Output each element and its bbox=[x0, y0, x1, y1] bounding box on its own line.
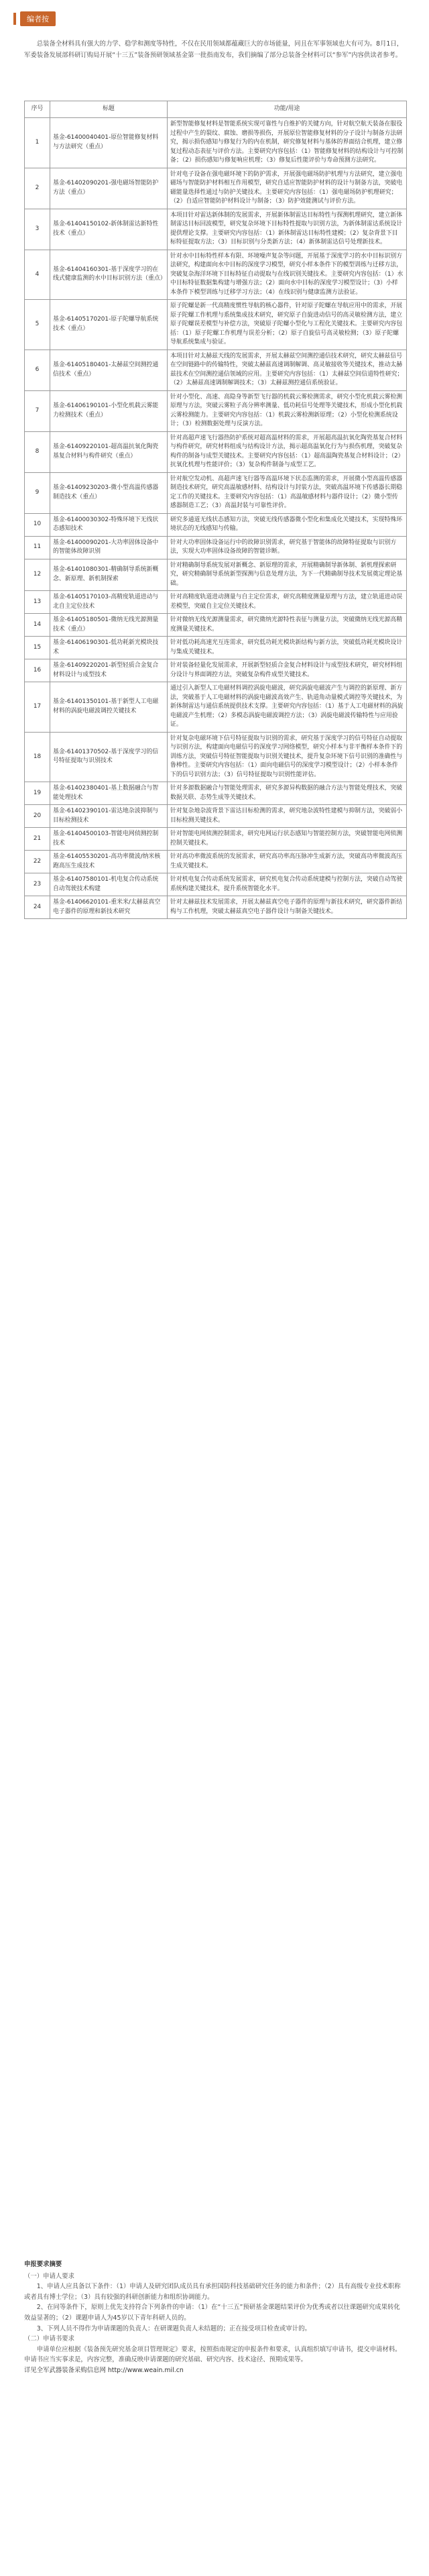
row-requirement: 针对大功率固体设备运行中的故障识别需求，研究基于智能体的故障特征提取与识别方法，实现大功率固体设备故障的智能诊断。 bbox=[168, 536, 407, 559]
row-title: 基金-61409220201-新型轻质合金复合材料设计与成型技术 bbox=[50, 659, 168, 682]
row-seq: 16 bbox=[25, 659, 50, 682]
row-seq: 3 bbox=[25, 209, 50, 250]
row-title: 基金-61405170103-高精度轨道进动与北自主定位技术 bbox=[50, 591, 168, 614]
table-row bbox=[25, 209, 407, 250]
row-title: 基金-61402090201-强电磁场智能防护方法（重点） bbox=[50, 168, 168, 209]
row-requirement: 针对小型化、高速、高隐身等新型飞行器的机载云雾检测需求，研究小型化机载云雾检测原理与方法，突破云雾粒子高分辨率测量、低功耗信号处理等关键技术，形成小型化机载云雾检测能力。主要研究内容包括：（1）机载云雾检测新原理；（2）小型化检测系统设计；（3）检测数据处理与反演方法。 bbox=[168, 390, 407, 431]
row-seq: 22 bbox=[25, 851, 50, 873]
row-requirement: 针对机电复合传动系统发展需求，研究机电复合传动系统建模与控制方法，突破自动驾驶系统构建关键技术，提升系统智能化水平。 bbox=[168, 873, 407, 896]
header-accent-bar bbox=[13, 13, 16, 25]
table-row bbox=[25, 851, 407, 873]
table-row bbox=[25, 168, 407, 209]
table-row bbox=[25, 614, 407, 637]
row-title: 基金-61400090201-大功率固体设备中的智能体故障识别 bbox=[50, 536, 168, 559]
table-row bbox=[25, 559, 407, 591]
row-seq: 17 bbox=[25, 682, 50, 733]
table-row bbox=[25, 118, 407, 168]
table-row bbox=[25, 896, 407, 919]
row-requirement: 针对装备轻量化发展需求，开展新型轻质合金复合材料设计与成型技术研究，研究材料组分设计与界面调控方法，突破复杂构件成型关键技术。 bbox=[168, 659, 407, 682]
row-seq: 6 bbox=[25, 350, 50, 390]
table-row bbox=[25, 472, 407, 513]
row-requirement: 通过引入新型人工电磁材料调控涡旋电磁波，研究涡旋电磁波产生与调控的新原理、新方法，突破基于人工电磁材料的涡旋电磁波高效产生、轨道角动量模式调控等关键技术，为新体制雷达与通信系统提供技术支撑。主要研究内容包括：（1）基于人工电磁材料的涡旋电磁波产生机理；（2）多模态涡旋电磁波调控方法；（3）涡旋电磁波传输特性与应用验证。 bbox=[168, 682, 407, 733]
row-requirement: 针对航空发动机、高超声速飞行器等高温环境下状态监测的需求，开展微小型高温传感器制造技术研究，研究高温敏感材料、结构设计与封装方法，突破高温环境下传感器长期稳定工作的关键技术。主要研究内容包括：（1）高温敏感材料与器件设计；（2）微小型传感器制造工艺；（3）高温封装与可靠性评价。 bbox=[168, 472, 407, 513]
row-title: 基金-61407580101-机电复合传动系统自动驾驶技术构建 bbox=[50, 873, 168, 896]
row-title: 基金-61405180501-微纳无线光源测量技术（重点） bbox=[50, 614, 168, 637]
row-title: 基金-61400030302-特殊环境下无线状态感知技术 bbox=[50, 513, 168, 536]
row-requirement: 针对高功率微波系统的发展需求，研究高功率高压脉冲生成新方法，突破高功率微波高压生成关键技术。 bbox=[168, 851, 407, 873]
row-seq: 13 bbox=[25, 591, 50, 614]
row-requirement: 本项目针对雷达新体制的发展需求，开展新体制雷达目标特性与探测机理研究，建立新体制雷达目标回波模型，研究复杂环境下目标特性提取与识别方法，为新体制雷达系统设计提供理论支撑。主要研究内容包括：（1）新体制雷达目标特性建模；（2）复杂背景下目标特征提取方法；（3）目标识别与分类新方法；（4）新体制雷达信号处理新技术。 bbox=[168, 209, 407, 250]
row-title: 基金-61409230203-微小型高温传感器制造技术（重点） bbox=[50, 472, 168, 513]
row-requirement: 针对水中目标特性样本有限、环境噪声复杂等问题，开展基于深度学习的水中目标识别方法研究，构建面向水中目标的深度学习模型，研究小样本条件下的模型训练与迁移方法，突破复杂海洋环境下目标特征自动提取与在线识别关键技术。主要研究内容包括：（1）水中目标特征数据集构建与增强方法；（2）面向水中目标的深度学习模型设计；（3）小样本条件下模型训练与迁移学习方法；（4）在线识别与健康监测方法验证。 bbox=[168, 250, 407, 300]
row-requirement: 原子陀螺是新一代高精度惯性导航的核心器件，针对原子陀螺在导航应用中的需求，开展原子陀螺工作机理与系统集成技术研究，研究原子自旋进动信号的高灵敏检测方法，建立原子陀螺误差模型与补偿方法，突破原子陀螺小型化与工程化关键技术。主要研究内容包括：（1）原子陀螺工作机理与误差分析；（2）原子自旋信号高灵敏检测；（3）原子陀螺导航系统集成与验证。 bbox=[168, 300, 407, 350]
table-row bbox=[25, 300, 407, 350]
row-title: 基金-61406620101-重米米/太赫兹真空电子器件的原理和新技术研究 bbox=[50, 896, 168, 919]
row-seq: 9 bbox=[25, 472, 50, 513]
row-requirement: 针对复杂地杂波背景下雷达目标检测的需求，研究地杂波特性建模与抑制方法，突破弱小目标检测关键技术。 bbox=[168, 805, 407, 828]
row-requirement: 针对高超声速飞行器热防护系统对超高温材料的需求，开展超高温抗氧化陶瓷基复合材料与构件研究，研究材料组成与结构设计方法，揭示超高温氧化行为与损伤机理，突破复杂构件的制备与成型关键技术。主要研究内容包括：（1）超高温陶瓷基复合材料设计；（2）抗氧化机理与性能评价；（3）复杂构件制备与成型工艺。 bbox=[168, 431, 407, 472]
row-requirement: 针对低功耗高速光互连需求，研究低功耗光模块新结构与新方法，突破低功耗光模块设计与集成关键技术。 bbox=[168, 637, 407, 659]
row-title: 基金-61401350101-基于新型人工电磁材料的涡旋电磁波调控关键技术 bbox=[50, 682, 168, 733]
apply-paragraph-2: 2、在同等条件下，原则上优先支持符合下列条件的申请：（1）在“十三五”预研基金课题结果评价为优秀或者以往课题研究成果转化效益显著的；（2）课题申请人为45岁以下青年科研人员的。 bbox=[24, 2304, 400, 2322]
table-body bbox=[25, 118, 407, 919]
table-row bbox=[25, 805, 407, 828]
row-requirement: 本项目针对太赫兹天线的发展需求，开展太赫兹空间测控通信技术研究，研究太赫兹信号在空间链路中的传输特性，突破太赫兹高速调制解调、高灵敏接收等关键技术，推动太赫兹技术在空间测控通信领域的应用。主要研究内容包括：（1）太赫兹空间信道特性研究；（2）太赫兹高速调制解调技术；（3）太赫兹测控通信系统验证。 bbox=[168, 350, 407, 390]
table-row bbox=[25, 659, 407, 682]
row-title: 基金-61406190101-小型化机载云雾能力检测技术（重点） bbox=[50, 390, 168, 431]
row-title: 基金-61402380401-基上数据融合与智能处理技术 bbox=[50, 782, 168, 805]
intro-paragraph: 总装备全材料具有强大的力学、稳学和测度等特性，不仅在民用领域都蕴藏巨大的市场能量，同且在军事领域也大有可为。8月1日，军委装备发展部科研订购局开展“十三五”装备预研领域基金第一批指南发布，我们摘编了部分总装备全材料可以“参军”内容供读者参考。 bbox=[24, 40, 404, 59]
table-row bbox=[25, 431, 407, 472]
row-title: 基金-61401080301-精确制导系统新概念、新原理、新机制探索 bbox=[50, 559, 168, 591]
row-seq: 10 bbox=[25, 513, 50, 536]
row-seq: 18 bbox=[25, 732, 50, 782]
row-title: 基金-61405530201-高功率微波/纳米核跑高压生成技术 bbox=[50, 851, 168, 873]
row-seq: 2 bbox=[25, 168, 50, 209]
row-requirement: 新型智能修复材料是智能系统实现可靠性与自维护的关键方向，针对航空航天装备在服役过程中产生的裂纹、腐蚀、磨损等损伤，开展原位智能修复材料的分子设计与制备方法研究，揭示损伤感知与修复行为的内在机制，研究修复材料与基体的界面结合机理，建立修复过程动态表征与评价方法。主要研究内容包括：（1）智能修复材料的结构设计与可控制备；（2）损伤感知与修复响应机理；（3）修复后性能评价与寿命预测方法研究。 bbox=[168, 118, 407, 168]
row-seq: 23 bbox=[25, 873, 50, 896]
apply-paragraph-4: 申请单位应根据《装备预先研究基金项目管理规定》要求，按照指南规定的申报条件和要求，认真组织填写申请书，提交申请材料。申请书应当实事求是，内容完整，准确反映申请课题的研究基础、研究内容、技术途径、预期成果等。 bbox=[24, 2345, 402, 2364]
table-row bbox=[25, 682, 407, 733]
row-title: 基金-61402390101-雷达地杂波抑制与目标检测技术 bbox=[50, 805, 168, 828]
table-header-row bbox=[25, 101, 407, 118]
editor-note-header bbox=[13, 12, 56, 25]
row-seq: 12 bbox=[25, 559, 50, 591]
row-title: 基金-61400040401-原位智能修复材料与方法研究（重点） bbox=[50, 118, 168, 168]
row-requirement: 针对电子设备在强电磁环境下的防护需求，开展强电磁场防护机理与方法研究，建立强电磁场与智能防护材料相互作用模型，研究自适应智能防护材料的设计与制备方法，突破电磁能量选择性通过与防护关键技术。主要研究内容包括：（1）强电磁场防护机理研究；（2）自适应智能防护材料设计与制备；（3）防护效能测试与评价方法。 bbox=[168, 168, 407, 209]
row-title: 基金-61406190301-低功耗新光模块技术 bbox=[50, 637, 168, 659]
row-requirement: 针对多源数据融合与智能处理需求，研究多源异构数据的融合方法与智能处理技术，突破数据关联、态势生成等关键技术。 bbox=[168, 782, 407, 805]
row-title: 基金-61405170201-原子陀螺导航系统技术（重点） bbox=[50, 300, 168, 350]
row-seq: 7 bbox=[25, 390, 50, 431]
guide-table bbox=[24, 101, 407, 919]
row-title: 基金-61409220101-超高温抗氧化陶瓷基复合材料与构件研究（重点） bbox=[50, 431, 168, 472]
table-row bbox=[25, 828, 407, 851]
apply-title: 申报要求摘要 bbox=[24, 2261, 62, 2268]
row-seq: 21 bbox=[25, 828, 50, 851]
table-row bbox=[25, 873, 407, 896]
table-row bbox=[25, 250, 407, 300]
row-title: 基金-61401370502-基于深度学习的信号特征提取与识别技术 bbox=[50, 732, 168, 782]
table-row bbox=[25, 350, 407, 390]
row-seq: 24 bbox=[25, 896, 50, 919]
header-requirement: 功能/用途 bbox=[168, 101, 407, 118]
row-requirement: 针对太赫兹技术发展需求，开展太赫兹真空电子器件的原理与新技术研究，研究器件新结构与工作机理，突破太赫兹真空电子器件设计与制备关键技术。 bbox=[168, 896, 407, 919]
table-row bbox=[25, 591, 407, 614]
row-title: 基金-61404150102-新体制雷达新特性技术（重点） bbox=[50, 209, 168, 250]
header-title: 标题 bbox=[50, 101, 168, 118]
row-requirement: 针对智能电网侦测控制需求，研究电网运行状态感知与智能控制方法，突破智能电网侦测控制关键技术。 bbox=[168, 828, 407, 851]
row-title: 基金-61404160301-基于深度学习的在线式健康监测的水中目标识别方法（重点） bbox=[50, 250, 168, 300]
table-row bbox=[25, 390, 407, 431]
table-row bbox=[25, 637, 407, 659]
row-requirement: 针对精确制导系统发展对新概念、新原理的需求，开展精确制导新体制、新机理探索研究，研究精确制导系统新型探测与信息处理方法，为下一代精确制导技术发展奠定理论基础。 bbox=[168, 559, 407, 591]
header-seq: 序号 bbox=[25, 101, 50, 118]
apply-paragraph-3: 3、下列人员不得作为申请课题的负责人：在研课题负责人未结题的；正在接受项目检查或审计的。 bbox=[36, 2324, 311, 2332]
table-row bbox=[25, 536, 407, 559]
row-requirement: 针对微纳无线光源测量需求，研究微纳光源特性表征与测量方法，突破微纳无线光源高精度测量关键技术。 bbox=[168, 614, 407, 637]
row-requirement: 针对复杂电磁环境下信号特征提取与识别的需求，研究基于深度学习的信号特征自动提取与识别方法，构建面向电磁信号的深度学习网络模型，研究小样本与非平衡样本条件下的训练方法，突破信号特征智能提取与识别关键技术，提升复杂环境下信号识别的准确性与鲁棒性。主要研究内容包括：（1）面向电磁信号的深度学习模型设计；（2）小样本条件下的信号识别方法；（3）信号特征提取与识别性能评估。 bbox=[168, 732, 407, 782]
application-requirements bbox=[24, 2259, 406, 2376]
table-row bbox=[25, 782, 407, 805]
row-seq: 15 bbox=[25, 637, 50, 659]
table-row bbox=[25, 732, 407, 782]
row-seq: 19 bbox=[25, 782, 50, 805]
editor-note-tag: 编者按 bbox=[20, 11, 56, 26]
row-seq: 8 bbox=[25, 431, 50, 472]
table-row bbox=[25, 513, 407, 536]
row-seq: 5 bbox=[25, 300, 50, 350]
row-requirement: 针对高精度轨道进动测量与自主定位需求，研究高精度测量原理与方法，建立轨道进动误差模型，突破自主定位关键技术。 bbox=[168, 591, 407, 614]
apply-section-form: （二）申请书要求 bbox=[24, 2335, 75, 2343]
apply-paragraph-1: 1、申请人应具备以下条件：（1）申请人及研究团队成员具有承担国防科技基础研究任务的能力和条件；（2）具有高级专业技术职称或者具有博士学位；（3）具有较强的科研创新能力和组织协调能力。 bbox=[24, 2283, 401, 2301]
row-seq: 4 bbox=[25, 250, 50, 300]
apply-section-applicant: （一）申请人要求 bbox=[24, 2272, 75, 2280]
row-seq: 14 bbox=[25, 614, 50, 637]
source-link[interactable]: 详见全军武器装备采购信息网 http://www.weain.mil.cn bbox=[24, 2366, 184, 2374]
row-seq: 20 bbox=[25, 805, 50, 828]
row-title: 基金-61404500103-智能电网侦测控制技术 bbox=[50, 828, 168, 851]
row-seq: 1 bbox=[25, 118, 50, 168]
row-title: 基金-61405180401-太赫兹空间测控通信技术（重点） bbox=[50, 350, 168, 390]
row-requirement: 研究多通道无线状态感知方法，突破无线传感器微小型化和集成化关键技术，实现特殊环境状态的无线感知与传输。 bbox=[168, 513, 407, 536]
row-seq: 11 bbox=[25, 536, 50, 559]
